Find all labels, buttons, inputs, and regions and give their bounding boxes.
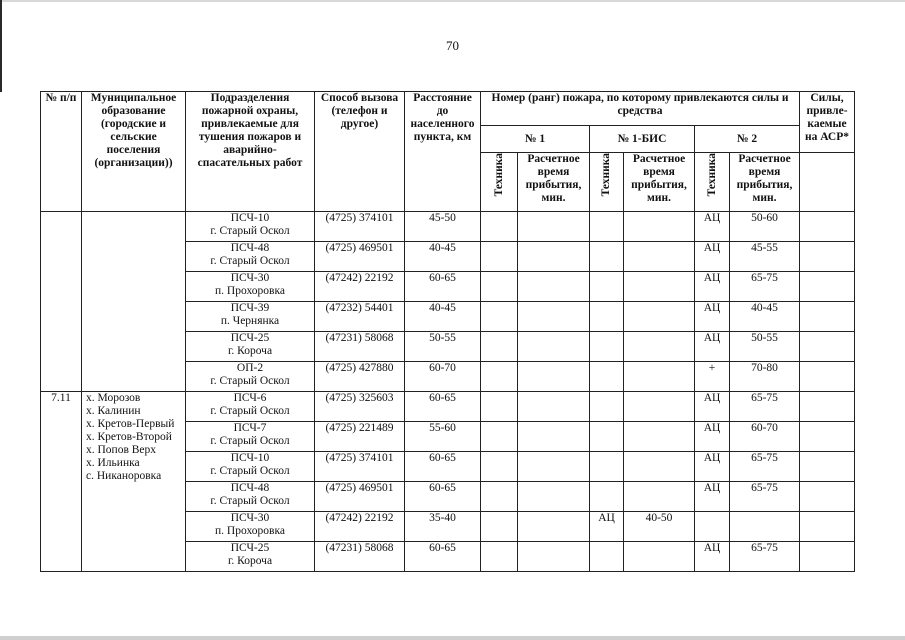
rank-1-tech-cell <box>481 482 518 512</box>
asr-cell <box>800 512 855 542</box>
rank-1bis-tech-cell <box>590 482 624 512</box>
unit-cell <box>186 242 315 272</box>
asr-cell <box>800 452 855 482</box>
rank-2-tech-cell: АЦ <box>695 452 730 482</box>
rank-2-time-cell: 50-55 <box>730 332 800 362</box>
asr-cell <box>800 302 855 332</box>
rank-1-tech-cell <box>481 362 518 392</box>
rank-2-time-cell: 65-75 <box>730 272 800 302</box>
header-rank-2-time: Расчетное время прибытия, мин. <box>730 153 800 212</box>
header-rank-1-tech: Техника <box>481 153 518 212</box>
rank-1-tech-cell <box>481 422 518 452</box>
header-municipal: Муниципальное образование (городские и сельские поселения (организации)) <box>82 92 186 212</box>
phone-cell: (4725) 325603 <box>315 392 405 422</box>
rank-1bis-time-cell <box>624 362 695 392</box>
rank-1-tech-cell <box>481 332 518 362</box>
phone-cell: (4725) 374101 <box>315 452 405 482</box>
header-rank-1-time: Расчетное время прибытия, мин. <box>518 153 590 212</box>
distance-cell: 60-65 <box>405 452 481 482</box>
phone-cell: (4725) 374101 <box>315 212 405 242</box>
distance-cell: 45-50 <box>405 212 481 242</box>
rank-1-time-cell <box>518 542 590 572</box>
unit-name: ПСЧ-30 <box>230 512 270 524</box>
unit-location: г. Старый Оскол <box>210 375 290 387</box>
rank-2-time-cell: 65-75 <box>730 542 800 572</box>
unit-name: ПСЧ-48 <box>230 482 270 494</box>
rank-1bis-time-cell: 40-50 <box>624 512 695 542</box>
header-rank-2-tech: Техника <box>695 153 730 212</box>
header-call-method: Способ вызова (телефон и другое) <box>315 92 405 212</box>
header-distance: Расстояние до населенного пункта, км <box>405 92 481 212</box>
unit-name: ПСЧ-10 <box>230 452 270 464</box>
rank-1bis-time-cell <box>624 212 695 242</box>
rank-2-time-cell: 40-45 <box>730 302 800 332</box>
rank-2-tech-cell: АЦ <box>695 392 730 422</box>
rank-1bis-tech-cell <box>590 542 624 572</box>
rank-1-time-cell <box>518 212 590 242</box>
distance-cell: 60-65 <box>405 542 481 572</box>
header-rank-1bis-tech: Техника <box>590 153 624 212</box>
asr-cell <box>800 362 855 392</box>
unit-name: ОП-2 <box>236 362 264 374</box>
scan-edge-bottom <box>0 636 905 640</box>
rank-2-tech-cell: АЦ <box>695 242 730 272</box>
rank-1bis-tech-cell: АЦ <box>590 512 624 542</box>
rank-1bis-tech-cell <box>590 272 624 302</box>
rank-1-time-cell <box>518 332 590 362</box>
rank-1-time-cell <box>518 362 590 392</box>
unit-cell <box>186 482 315 512</box>
unit-cell <box>186 422 315 452</box>
rank-1bis-time-cell <box>624 452 695 482</box>
header-rank-1: № 1 <box>481 126 590 153</box>
rank-1bis-time-cell <box>624 302 695 332</box>
rank-1-time-cell <box>518 272 590 302</box>
unit-cell <box>186 392 315 422</box>
unit-location: г. Старый Оскол <box>210 435 290 447</box>
settlement-cell-empty <box>82 212 186 392</box>
phone-cell: (47242) 22192 <box>315 272 405 302</box>
rank-1bis-tech-cell <box>590 332 624 362</box>
unit-location: г. Старый Оскол <box>210 225 290 237</box>
unit-location: г. Старый Оскол <box>210 405 290 417</box>
distance-cell: 55-60 <box>405 422 481 452</box>
header-asr-empty <box>800 153 855 212</box>
settlements-cell <box>82 392 186 572</box>
asr-cell <box>800 392 855 422</box>
rank-1bis-tech-cell <box>590 362 624 392</box>
header-rank-1bis: № 1-БИС <box>590 126 695 153</box>
rank-1bis-time-cell <box>624 392 695 422</box>
rank-1bis-tech-cell <box>590 302 624 332</box>
unit-cell <box>186 512 315 542</box>
rank-1-time-cell <box>518 512 590 542</box>
rank-2-tech-cell: + <box>695 362 730 392</box>
unit-name: ПСЧ-39 <box>230 302 270 314</box>
asr-cell <box>800 212 855 242</box>
rank-1-tech-cell <box>481 242 518 272</box>
rank-1-tech-cell <box>481 392 518 422</box>
rank-1bis-tech-cell <box>590 422 624 452</box>
distance-cell: 35-40 <box>405 512 481 542</box>
table-row <box>41 392 855 422</box>
rank-1bis-tech-cell <box>590 212 624 242</box>
distance-cell: 60-65 <box>405 272 481 302</box>
asr-cell <box>800 242 855 272</box>
phone-cell: (4725) 221489 <box>315 422 405 452</box>
unit-location: г. Короча <box>227 345 273 357</box>
rank-2-tech-cell: АЦ <box>695 332 730 362</box>
phone-cell: (47231) 58068 <box>315 542 405 572</box>
asr-cell <box>800 332 855 362</box>
unit-cell <box>186 452 315 482</box>
rank-2-tech-cell: АЦ <box>695 302 730 332</box>
rank-2-time-cell: 70-80 <box>730 362 800 392</box>
rank-2-time-cell: 60-70 <box>730 422 800 452</box>
rank-1-tech-cell <box>481 542 518 572</box>
asr-cell <box>800 272 855 302</box>
unit-location: г. Короча <box>227 555 273 567</box>
unit-name: ПСЧ-6 <box>233 392 267 404</box>
settlements-list: х. Морозов х. Калинин х. Кретов-Первый х. Кретов-Второй х. Попов Верх х. Ильинка с. Никаноровка <box>86 392 175 482</box>
rank-1bis-tech-cell <box>590 242 624 272</box>
rank-1bis-time-cell <box>624 482 695 512</box>
unit-name: ПСЧ-10 <box>230 212 270 224</box>
phone-cell: (4725) 469501 <box>315 242 405 272</box>
header-num: № п/п <box>41 92 82 212</box>
rank-2-tech-cell: АЦ <box>695 542 730 572</box>
rank-1-tech-cell <box>481 302 518 332</box>
scan-edge-top <box>0 0 905 2</box>
unit-cell <box>186 272 315 302</box>
unit-location: г. Старый Оскол <box>210 495 290 507</box>
rank-1bis-time-cell <box>624 272 695 302</box>
distance-cell: 60-65 <box>405 392 481 422</box>
rank-2-time-cell: 50-60 <box>730 212 800 242</box>
rank-1bis-time-cell <box>624 242 695 272</box>
rank-2-time-cell: 65-75 <box>730 482 800 512</box>
header-fire-rank: Номер (ранг) пожара, по которому привлекаются силы и средства <box>481 92 800 126</box>
unit-cell <box>186 212 315 242</box>
rank-2-tech-cell: АЦ <box>695 272 730 302</box>
unit-location: г. Старый Оскол <box>210 465 290 477</box>
rank-1-tech-cell <box>481 212 518 242</box>
phone-cell: (47232) 54401 <box>315 302 405 332</box>
header-units: Подразделения пожарной охраны, привлекаемые для тушения пожаров и аварийно-спасательных работ <box>186 92 315 212</box>
rank-1-time-cell <box>518 242 590 272</box>
rank-2-time-cell <box>730 512 800 542</box>
phone-cell: (47231) 58068 <box>315 332 405 362</box>
rank-2-tech-cell: АЦ <box>695 212 730 242</box>
rank-2-time-cell: 45-55 <box>730 242 800 272</box>
rank-2-time-cell: 65-75 <box>730 452 800 482</box>
page-number: 70 <box>446 38 459 53</box>
distance-cell: 40-45 <box>405 302 481 332</box>
unit-name: ПСЧ-25 <box>230 332 270 344</box>
rank-1-time-cell <box>518 302 590 332</box>
asr-cell <box>800 542 855 572</box>
asr-cell <box>800 422 855 452</box>
unit-location: п. Прохоровка <box>215 525 285 537</box>
rank-1-time-cell <box>518 392 590 422</box>
unit-cell <box>186 332 315 362</box>
rank-1bis-tech-cell <box>590 452 624 482</box>
index-cell: 7.11 <box>41 392 82 572</box>
phone-cell: (4725) 427880 <box>315 362 405 392</box>
deployment-table <box>40 91 855 572</box>
rank-2-tech-cell <box>695 512 730 542</box>
rank-1-tech-cell <box>481 272 518 302</box>
distance-cell: 50-55 <box>405 332 481 362</box>
distance-cell: 60-65 <box>405 482 481 512</box>
unit-cell <box>186 302 315 332</box>
rank-1-tech-cell <box>481 452 518 482</box>
unit-cell <box>186 542 315 572</box>
rank-1bis-time-cell <box>624 542 695 572</box>
table-row <box>41 212 855 242</box>
rank-2-tech-cell: АЦ <box>695 422 730 452</box>
unit-location: п. Прохоровка <box>215 285 285 297</box>
rank-1bis-tech-cell <box>590 392 624 422</box>
header-rank-1bis-time: Расчетное время прибытия, мин. <box>624 153 695 212</box>
header-asr: Силы, привле-каемые на АСР* <box>800 92 855 153</box>
rank-2-tech-cell: АЦ <box>695 482 730 512</box>
distance-cell: 60-70 <box>405 362 481 392</box>
rank-1-time-cell <box>518 452 590 482</box>
header-rank-2: № 2 <box>695 126 800 153</box>
rank-1bis-time-cell <box>624 332 695 362</box>
distance-cell: 40-45 <box>405 242 481 272</box>
asr-cell <box>800 482 855 512</box>
index-cell-empty <box>41 212 82 392</box>
unit-location: г. Старый Оскол <box>210 255 290 267</box>
rank-1bis-time-cell <box>624 422 695 452</box>
rank-1-time-cell <box>518 482 590 512</box>
rank-2-time-cell: 65-75 <box>730 392 800 422</box>
rank-1-time-cell <box>518 422 590 452</box>
unit-name: ПСЧ-48 <box>230 242 270 254</box>
phone-cell: (47242) 22192 <box>315 512 405 542</box>
rank-1-tech-cell <box>481 512 518 542</box>
unit-location: п. Чернянка <box>220 315 280 327</box>
unit-name: ПСЧ-7 <box>233 422 267 434</box>
unit-cell <box>186 362 315 392</box>
unit-name: ПСЧ-25 <box>230 542 270 554</box>
phone-cell: (4725) 469501 <box>315 482 405 512</box>
unit-name: ПСЧ-30 <box>230 272 270 284</box>
